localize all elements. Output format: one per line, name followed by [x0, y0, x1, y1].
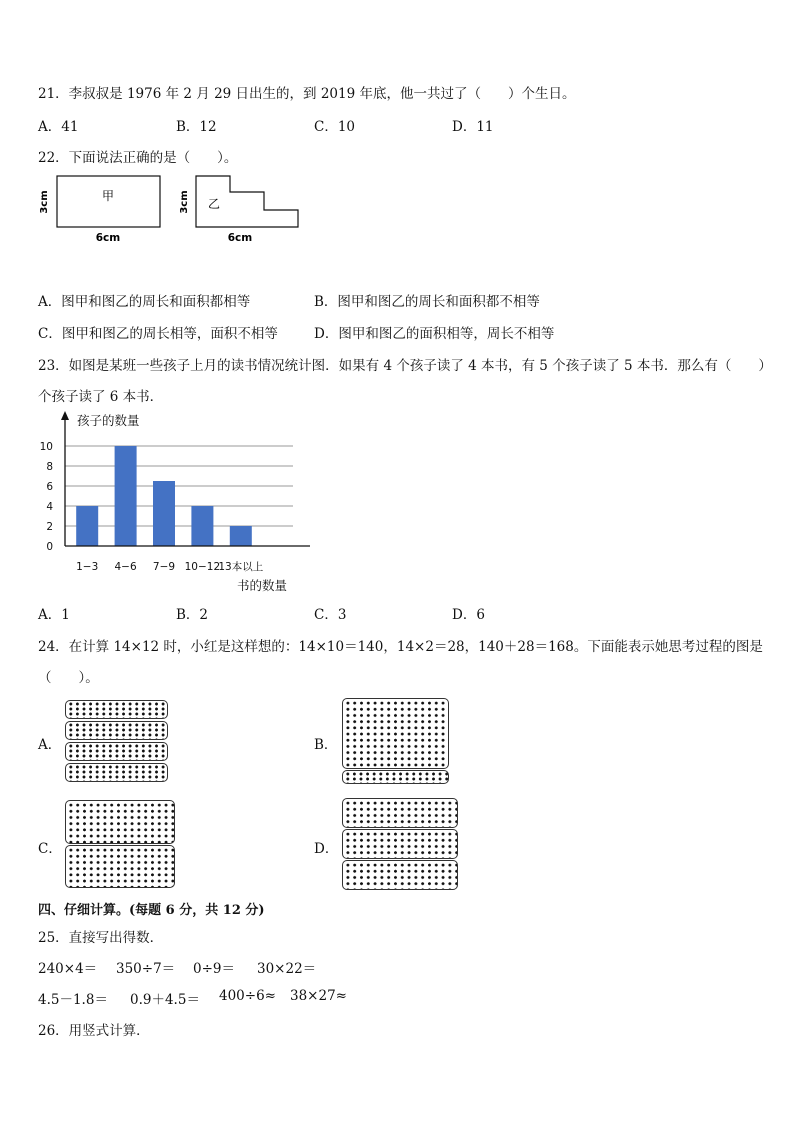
- shape-yi-width: 6cm: [227, 232, 253, 244]
- q25-r2-c4: 38×27≈: [290, 988, 347, 1004]
- q25-r1-c1: 240×4＝: [38, 961, 98, 977]
- dot-array-a-row1: [65, 700, 168, 719]
- x-tick-label: 4−6: [114, 561, 137, 573]
- q21-option-b[interactable]: B．12: [176, 119, 217, 135]
- q23-text-line2: 个孩子读了 6 本书．: [38, 389, 164, 405]
- dot-array-d-row2: [342, 829, 458, 859]
- dot-array-d-row3: [342, 860, 458, 890]
- x-tick-label: 7−9: [152, 561, 176, 573]
- q23-option-a[interactable]: A．1: [38, 607, 70, 623]
- dot-array-b-extra: [342, 770, 449, 784]
- dot-array-a-row4: [65, 763, 168, 782]
- q25-r1-c3: 0÷9＝: [193, 961, 235, 977]
- q25-r1-c2: 350÷7＝: [116, 961, 176, 977]
- q23-option-b[interactable]: B．2: [176, 607, 209, 623]
- x-tick-label: 1−3: [76, 561, 99, 573]
- y-tick-label: 8: [46, 461, 53, 473]
- y-tick-label: 4: [46, 501, 53, 513]
- q25-text: 25．直接写出得数．: [38, 930, 164, 946]
- y-tick-label: 2: [46, 521, 53, 533]
- dot-array-b-main: [342, 698, 449, 769]
- bar: [115, 446, 137, 546]
- q25-r2-c3: 400÷6≈: [219, 988, 276, 1004]
- section-4-title: 四、仔细计算。(每题 6 分，共 12 分): [38, 903, 265, 918]
- q22-option-b[interactable]: B．图甲和图乙的周长和面积都不相等: [314, 294, 540, 310]
- bar: [76, 506, 98, 546]
- shape-yi-label: 乙: [208, 197, 221, 211]
- q24-text-line2: （ ）。: [38, 670, 99, 686]
- dot-array-a-row2: [65, 721, 168, 740]
- q22-option-a[interactable]: A．图甲和图乙的周长和面积都相等: [38, 294, 251, 310]
- shape-jia-width: 6cm: [95, 232, 121, 244]
- q22-option-d[interactable]: D．图甲和图乙的面积相等，周长不相等: [314, 326, 555, 342]
- q21-option-a[interactable]: A．41: [38, 119, 79, 135]
- y-tick-label: 10: [39, 441, 53, 453]
- q25-r2-c2: 0.9＋4.5＝: [130, 992, 200, 1008]
- dot-array-c-bottom: [65, 845, 175, 888]
- dot-array-d-row1: [342, 798, 458, 828]
- q25-r2-c1: 4.5－1.8＝: [38, 992, 108, 1008]
- q26-text: 26．用竖式计算．: [38, 1023, 150, 1039]
- shape-jia-label: 甲: [102, 189, 115, 203]
- x-tick-label: 10−12: [184, 561, 221, 573]
- q24-text-line1: 24．在计算 14×12 时，小红是这样想的：14×10＝140，14×2＝28，140＋28＝168。下面能表示她思考过程的图是: [38, 639, 763, 655]
- shape-yi-height: 3cm: [179, 190, 190, 214]
- y-axis-title: 孩子的数量: [77, 413, 140, 428]
- q23-option-d[interactable]: D．6: [452, 607, 485, 623]
- x-axis-title: 书的数量: [237, 578, 288, 593]
- shape-jia-height: 3cm: [39, 190, 50, 214]
- reading-bar-chart: [30, 408, 310, 598]
- q25-r1-c4: 30×22＝: [257, 961, 317, 977]
- q24-option-a[interactable]: A．: [38, 737, 62, 753]
- q21-option-d[interactable]: D．11: [452, 119, 494, 135]
- bar: [191, 506, 213, 546]
- q24-option-b[interactable]: B．: [314, 737, 338, 753]
- y-tick-label: 0: [46, 541, 53, 553]
- q21-option-c[interactable]: C．10: [314, 119, 356, 135]
- x-tick-label: 13本以上: [218, 561, 264, 573]
- q22-figure: [30, 168, 320, 250]
- dot-array-a-row3: [65, 742, 168, 761]
- y-axis-arrow: [61, 411, 69, 420]
- bar: [153, 481, 175, 546]
- q22-text: 22．下面说法正确的是（ ）。: [38, 150, 238, 166]
- bar: [230, 526, 252, 546]
- dot-array-c-top: [65, 800, 175, 844]
- q23-text-line1: 23．如图是某班一些孩子上月的读书情况统计图．如果有 4 个孩子读了 4 本书，有 5 个孩子读了 5 本书．那么有（ ）: [38, 358, 772, 374]
- q24-option-d[interactable]: D．: [314, 841, 339, 857]
- y-tick-label: 6: [46, 481, 53, 493]
- q22-option-c[interactable]: C．图甲和图乙的周长相等，面积不相等: [38, 326, 278, 342]
- q23-option-c[interactable]: C．3: [314, 607, 347, 623]
- q21-text: 21．李叔叔是 1976 年 2 月 29 日出生的，到 2019 年底，他一共过了（ ）个生日。: [38, 86, 576, 102]
- q24-option-c[interactable]: C．: [38, 841, 62, 857]
